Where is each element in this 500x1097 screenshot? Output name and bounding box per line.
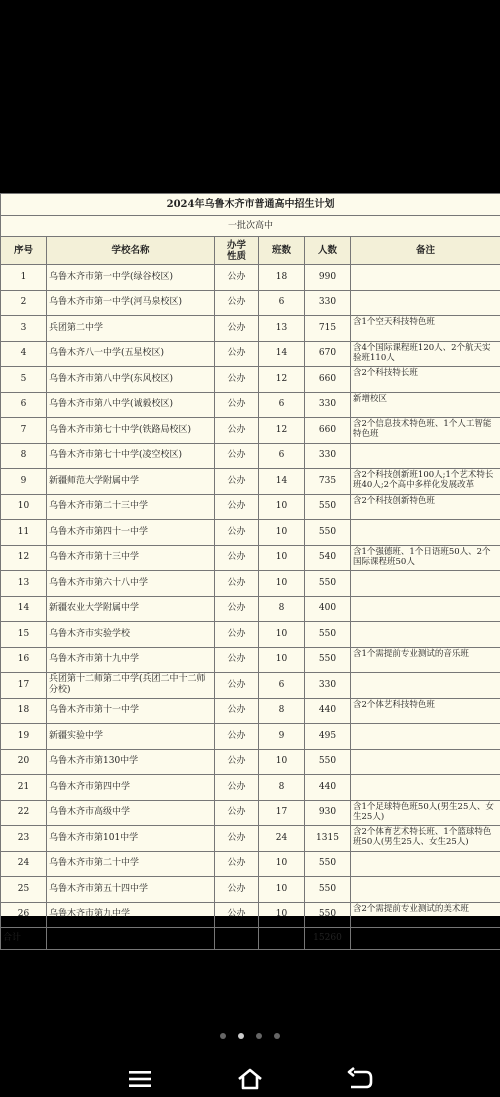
row-index: 5 <box>1 367 47 393</box>
page-indicator <box>0 1024 500 1036</box>
row-school-name: 乌鲁木齐市第十三中学 <box>47 545 215 571</box>
row-school-name: 乌鲁木齐市第九中学 <box>47 902 215 928</box>
row-remark <box>351 724 500 750</box>
table-total-row <box>1 928 500 950</box>
row-school-name: 乌鲁木齐市高级中学 <box>47 800 215 826</box>
row-index: 15 <box>1 622 47 648</box>
row-classes: 17 <box>259 800 305 826</box>
row-nature: 公办 <box>215 596 259 622</box>
row-remark: 含2个信息技术特色班、1个人工智能特色班 <box>351 418 500 444</box>
table-title: 2024年乌鲁木齐市普通高中招生计划 <box>1 194 500 216</box>
row-index: 14 <box>1 596 47 622</box>
table-row <box>1 698 500 724</box>
row-classes: 8 <box>259 596 305 622</box>
navigation-bar <box>0 1058 500 1097</box>
table-row <box>1 367 500 393</box>
row-index: 6 <box>1 392 47 418</box>
page-dot[interactable] <box>238 1033 244 1039</box>
row-nature: 公办 <box>215 367 259 393</box>
row-nature: 公办 <box>215 749 259 775</box>
row-people: 330 <box>305 290 351 316</box>
row-people: 550 <box>305 622 351 648</box>
table-subtitle-row <box>1 216 500 237</box>
table-row <box>1 851 500 877</box>
row-classes: 10 <box>259 647 305 673</box>
total-people: 15260 <box>305 928 351 950</box>
row-school-name: 乌鲁木齐市第十一中学 <box>47 698 215 724</box>
row-index: 19 <box>1 724 47 750</box>
row-people: 550 <box>305 647 351 673</box>
row-school-name: 新疆实验中学 <box>47 724 215 750</box>
row-index: 10 <box>1 494 47 520</box>
row-people: 660 <box>305 418 351 444</box>
table-row <box>1 826 500 852</box>
table-row <box>1 775 500 801</box>
row-index: 24 <box>1 851 47 877</box>
row-remark: 含2个科技创新班100人;1个艺术特长班40人;2个高中多样化发展改革 <box>351 469 500 495</box>
header-nature: 办学 性质 <box>215 237 259 265</box>
header-classes: 班数 <box>259 237 305 265</box>
row-people: 440 <box>305 698 351 724</box>
row-school-name: 乌鲁木齐市第七十中学(铁路局校区) <box>47 418 215 444</box>
row-nature: 公办 <box>215 469 259 495</box>
menu-icon[interactable] <box>126 1066 154 1092</box>
row-nature: 公办 <box>215 698 259 724</box>
row-classes: 10 <box>259 877 305 903</box>
enrollment-table <box>0 193 500 950</box>
row-nature: 公办 <box>215 341 259 367</box>
row-school-name: 新疆农业大学附属中学 <box>47 596 215 622</box>
row-remark <box>351 749 500 775</box>
table-row <box>1 545 500 571</box>
row-nature: 公办 <box>215 571 259 597</box>
row-nature: 公办 <box>215 418 259 444</box>
row-people: 330 <box>305 673 351 699</box>
row-remark <box>351 877 500 903</box>
row-school-name: 乌鲁木齐市第十九中学 <box>47 647 215 673</box>
row-school-name: 乌鲁木齐八一中学(五星校区) <box>47 341 215 367</box>
row-nature: 公办 <box>215 902 259 928</box>
row-nature: 公办 <box>215 800 259 826</box>
row-people: 550 <box>305 902 351 928</box>
row-people: 540 <box>305 545 351 571</box>
table-row <box>1 341 500 367</box>
total-empty-cell <box>259 928 305 950</box>
table-row <box>1 290 500 316</box>
table-row <box>1 494 500 520</box>
row-school-name: 乌鲁木齐市第四中学 <box>47 775 215 801</box>
row-school-name: 乌鲁木齐市第五十四中学 <box>47 877 215 903</box>
row-classes: 10 <box>259 749 305 775</box>
row-nature: 公办 <box>215 851 259 877</box>
row-nature: 公办 <box>215 494 259 520</box>
row-classes: 10 <box>259 494 305 520</box>
table-row <box>1 596 500 622</box>
row-school-name: 乌鲁木齐市第二十中学 <box>47 851 215 877</box>
document-image <box>0 193 500 943</box>
row-classes: 12 <box>259 418 305 444</box>
row-remark <box>351 520 500 546</box>
row-remark: 含1个需提前专业测试的音乐班 <box>351 647 500 673</box>
page-dot[interactable] <box>220 1033 226 1039</box>
row-nature: 公办 <box>215 443 259 469</box>
row-school-name: 乌鲁木齐市第八中学(诚毅校区) <box>47 392 215 418</box>
row-nature: 公办 <box>215 316 259 342</box>
row-people: 550 <box>305 851 351 877</box>
row-index: 8 <box>1 443 47 469</box>
row-remark: 含2个科技创新特色班 <box>351 494 500 520</box>
row-index: 3 <box>1 316 47 342</box>
row-index: 21 <box>1 775 47 801</box>
row-classes: 18 <box>259 265 305 291</box>
row-index: 4 <box>1 341 47 367</box>
row-people: 330 <box>305 392 351 418</box>
row-index: 9 <box>1 469 47 495</box>
row-school-name: 乌鲁木齐市第二十三中学 <box>47 494 215 520</box>
table-title-row <box>1 194 500 216</box>
row-classes: 10 <box>259 902 305 928</box>
row-classes: 6 <box>259 673 305 699</box>
row-remark <box>351 775 500 801</box>
row-nature: 公办 <box>215 290 259 316</box>
row-classes: 14 <box>259 341 305 367</box>
table-row <box>1 392 500 418</box>
header-people: 人数 <box>305 237 351 265</box>
row-people: 440 <box>305 775 351 801</box>
row-remark <box>351 622 500 648</box>
row-classes: 10 <box>259 622 305 648</box>
row-people: 550 <box>305 749 351 775</box>
table-header-row <box>1 237 500 265</box>
row-classes: 6 <box>259 290 305 316</box>
row-index: 7 <box>1 418 47 444</box>
row-people: 660 <box>305 367 351 393</box>
row-school-name: 乌鲁木齐市第六十八中学 <box>47 571 215 597</box>
total-empty-cell <box>215 928 259 950</box>
row-index: 12 <box>1 545 47 571</box>
table-subtitle: 一批次高中 <box>1 216 500 237</box>
row-nature: 公办 <box>215 826 259 852</box>
row-remark <box>351 673 500 699</box>
row-index: 18 <box>1 698 47 724</box>
row-nature: 公办 <box>215 775 259 801</box>
row-index: 20 <box>1 749 47 775</box>
table-row <box>1 316 500 342</box>
row-classes: 10 <box>259 520 305 546</box>
table-row <box>1 647 500 673</box>
row-school-name: 兵团第十二师第二中学(兵团二中十二师分校) <box>47 673 215 699</box>
row-index: 25 <box>1 877 47 903</box>
total-label: 合计 <box>1 928 47 950</box>
row-nature: 公办 <box>215 622 259 648</box>
total-empty-cell <box>351 928 500 950</box>
row-remark: 含2个体育艺术特长班、1个篮球特色班50人(男生25人、女生25人) <box>351 826 500 852</box>
row-classes: 14 <box>259 469 305 495</box>
row-remark: 含2个科技特长班 <box>351 367 500 393</box>
row-people: 1315 <box>305 826 351 852</box>
row-people: 495 <box>305 724 351 750</box>
table-row <box>1 749 500 775</box>
row-people: 990 <box>305 265 351 291</box>
row-classes: 10 <box>259 851 305 877</box>
row-people: 735 <box>305 469 351 495</box>
row-index: 1 <box>1 265 47 291</box>
row-nature: 公办 <box>215 877 259 903</box>
row-nature: 公办 <box>215 545 259 571</box>
table-row <box>1 902 500 928</box>
total-empty-cell <box>47 928 215 950</box>
row-classes: 6 <box>259 392 305 418</box>
row-school-name: 兵团第二中学 <box>47 316 215 342</box>
row-classes: 12 <box>259 367 305 393</box>
row-school-name: 乌鲁木齐市第130中学 <box>47 749 215 775</box>
row-school-name: 乌鲁木齐市第一中学(河马泉校区) <box>47 290 215 316</box>
row-nature: 公办 <box>215 673 259 699</box>
row-classes: 9 <box>259 724 305 750</box>
row-school-name: 乌鲁木齐市实验学校 <box>47 622 215 648</box>
row-school-name: 乌鲁木齐市第四十一中学 <box>47 520 215 546</box>
table-row <box>1 443 500 469</box>
row-nature: 公办 <box>215 265 259 291</box>
table-row <box>1 877 500 903</box>
row-index: 22 <box>1 800 47 826</box>
table-row <box>1 520 500 546</box>
row-school-name: 乌鲁木齐市第一中学(绿谷校区) <box>47 265 215 291</box>
row-remark: 含1个强德班、1个日语班50人、2个国际课程班50人 <box>351 545 500 571</box>
row-remark <box>351 290 500 316</box>
row-people: 400 <box>305 596 351 622</box>
table-row <box>1 724 500 750</box>
row-remark <box>351 571 500 597</box>
row-nature: 公办 <box>215 520 259 546</box>
row-remark <box>351 851 500 877</box>
row-nature: 公办 <box>215 724 259 750</box>
row-classes: 10 <box>259 545 305 571</box>
row-index: 11 <box>1 520 47 546</box>
row-remark <box>351 596 500 622</box>
row-people: 930 <box>305 800 351 826</box>
header-remarks: 备注 <box>351 237 500 265</box>
row-classes: 6 <box>259 443 305 469</box>
home-icon[interactable] <box>236 1066 264 1092</box>
row-index: 16 <box>1 647 47 673</box>
row-remark: 含4个国际课程班120人、2个航天实验班110人 <box>351 341 500 367</box>
table-row <box>1 673 500 699</box>
row-school-name: 新疆师范大学附属中学 <box>47 469 215 495</box>
row-index: 26 <box>1 902 47 928</box>
row-people: 550 <box>305 520 351 546</box>
row-people: 550 <box>305 571 351 597</box>
row-remark: 含2个体艺科技特色班 <box>351 698 500 724</box>
table-row <box>1 469 500 495</box>
row-remark: 含1个足球特色班50人(男生25人、女生25人) <box>351 800 500 826</box>
table-row <box>1 622 500 648</box>
row-school-name: 乌鲁木齐市第101中学 <box>47 826 215 852</box>
row-nature: 公办 <box>215 392 259 418</box>
row-people: 330 <box>305 443 351 469</box>
row-school-name: 乌鲁木齐市第七十中学(凌空校区) <box>47 443 215 469</box>
table-row <box>1 418 500 444</box>
row-remark <box>351 265 500 291</box>
table-row <box>1 800 500 826</box>
page-dot[interactable] <box>274 1033 280 1039</box>
row-classes: 8 <box>259 775 305 801</box>
header-index: 序号 <box>1 237 47 265</box>
page-dot[interactable] <box>256 1033 262 1039</box>
row-index: 23 <box>1 826 47 852</box>
row-classes: 10 <box>259 571 305 597</box>
row-school-name: 乌鲁木齐市第八中学(东风校区) <box>47 367 215 393</box>
header-school: 学校名称 <box>47 237 215 265</box>
row-classes: 13 <box>259 316 305 342</box>
row-nature: 公办 <box>215 647 259 673</box>
row-index: 2 <box>1 290 47 316</box>
row-remark <box>351 443 500 469</box>
row-classes: 24 <box>259 826 305 852</box>
back-icon[interactable] <box>346 1066 374 1092</box>
row-remark: 含1个空天科技特色班 <box>351 316 500 342</box>
row-index: 17 <box>1 673 47 699</box>
table-row <box>1 571 500 597</box>
row-remark: 含2个需提前专业测试的美术班 <box>351 902 500 928</box>
row-people: 670 <box>305 341 351 367</box>
row-people: 715 <box>305 316 351 342</box>
row-classes: 8 <box>259 698 305 724</box>
row-remark: 新增校区 <box>351 392 500 418</box>
row-people: 550 <box>305 494 351 520</box>
row-people: 550 <box>305 877 351 903</box>
row-index: 13 <box>1 571 47 597</box>
table-row <box>1 265 500 291</box>
